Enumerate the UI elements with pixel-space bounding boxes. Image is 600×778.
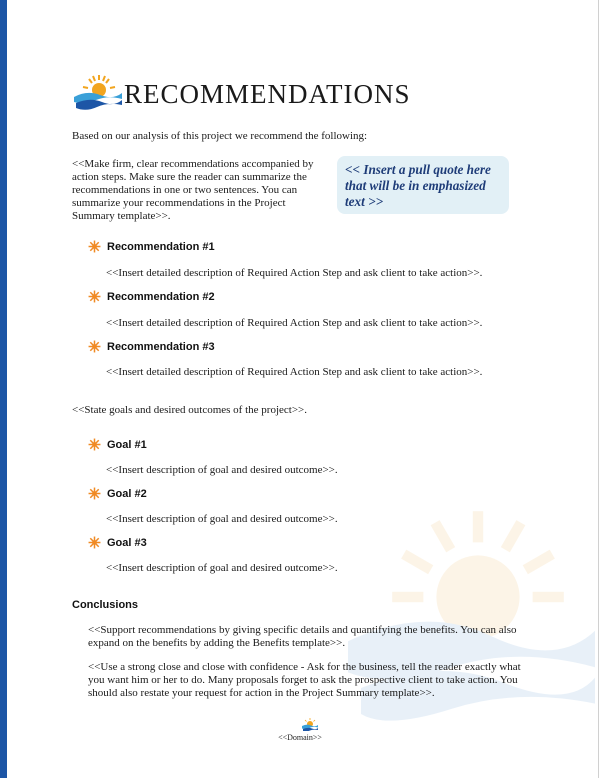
intro-paragraph: Based on our analysis of this project we recommend the following: — [72, 130, 368, 142]
goal-label: Goal #2 — [107, 487, 147, 500]
sunburst-bullet-icon — [88, 240, 101, 253]
pull-quote-text: << Insert a pull quote here that will be in emphasized text >> — [345, 162, 491, 209]
goal-detail: <<Insert description of goal and desired outcome>>. — [106, 464, 338, 476]
goal-item-2 — [88, 487, 147, 500]
conclusions-paragraph-2: <<Use a strong close and close with confidence - Ask for the business, tell the reader exactly what you want him or her to do. Many proposals forget to ask the prospective client to take action. You should also restate your request for action in the Project Summary template>>. — [88, 661, 521, 699]
recommendation-detail: <<Insert detailed description of Required Action Step and ask client to take action>>. — [106, 317, 483, 329]
sunburst-bullet-icon — [88, 290, 101, 303]
conclusions-paragraph-1: <<Support recommendations by giving specific details and quantifying the benefits. You can also expand on the benefits by adding the Benefits template>>. — [88, 624, 517, 649]
recommendation-item-3 — [88, 340, 215, 353]
footer-domain-text: <<Domain>> — [278, 733, 322, 742]
goals-intro-paragraph: <<State goals and desired outcomes of the project>>. — [72, 404, 307, 416]
page-title: RECOMMENDATIONS — [124, 78, 411, 109]
left-accent-bar — [0, 0, 7, 778]
sunburst-bullet-icon — [88, 487, 101, 500]
recommendation-detail: <<Insert detailed description of Required Action Step and ask client to take action>>. — [106, 366, 483, 378]
recommendation-item-2 — [88, 290, 215, 303]
pull-quote-box — [337, 156, 509, 214]
recommendation-intro-paragraph: <<Make firm, clear recommendations accompanied by action steps. Make sure the reader can summarize the recommendations in one or two sentences. You can summarize your recommendations in the Project Summary template>>. — [72, 158, 314, 222]
goal-detail: <<Insert description of goal and desired outcome>>. — [106, 562, 338, 574]
sunburst-bullet-icon — [88, 438, 101, 451]
footer-logo-icon — [302, 718, 318, 731]
sun-wave-watermark-icon — [330, 480, 600, 740]
recommendation-label: Recommendation #3 — [107, 340, 215, 353]
conclusions-heading: Conclusions — [72, 599, 139, 611]
recommendation-label: Recommendation #2 — [107, 290, 215, 303]
recommendation-label: Recommendation #1 — [107, 240, 215, 253]
goal-label: Goal #3 — [107, 536, 147, 549]
sunburst-bullet-icon — [88, 536, 101, 549]
sun-wave-logo-icon — [72, 73, 122, 111]
goal-item-3 — [88, 536, 147, 549]
page-header — [72, 72, 411, 112]
goal-label: Goal #1 — [107, 438, 147, 451]
recommendation-item-1 — [88, 240, 215, 253]
sunburst-bullet-icon — [88, 340, 101, 353]
goal-item-1 — [88, 438, 147, 451]
goal-detail: <<Insert description of goal and desired outcome>>. — [106, 513, 338, 525]
recommendation-detail: <<Insert detailed description of Required Action Step and ask client to take action>>. — [106, 267, 483, 279]
